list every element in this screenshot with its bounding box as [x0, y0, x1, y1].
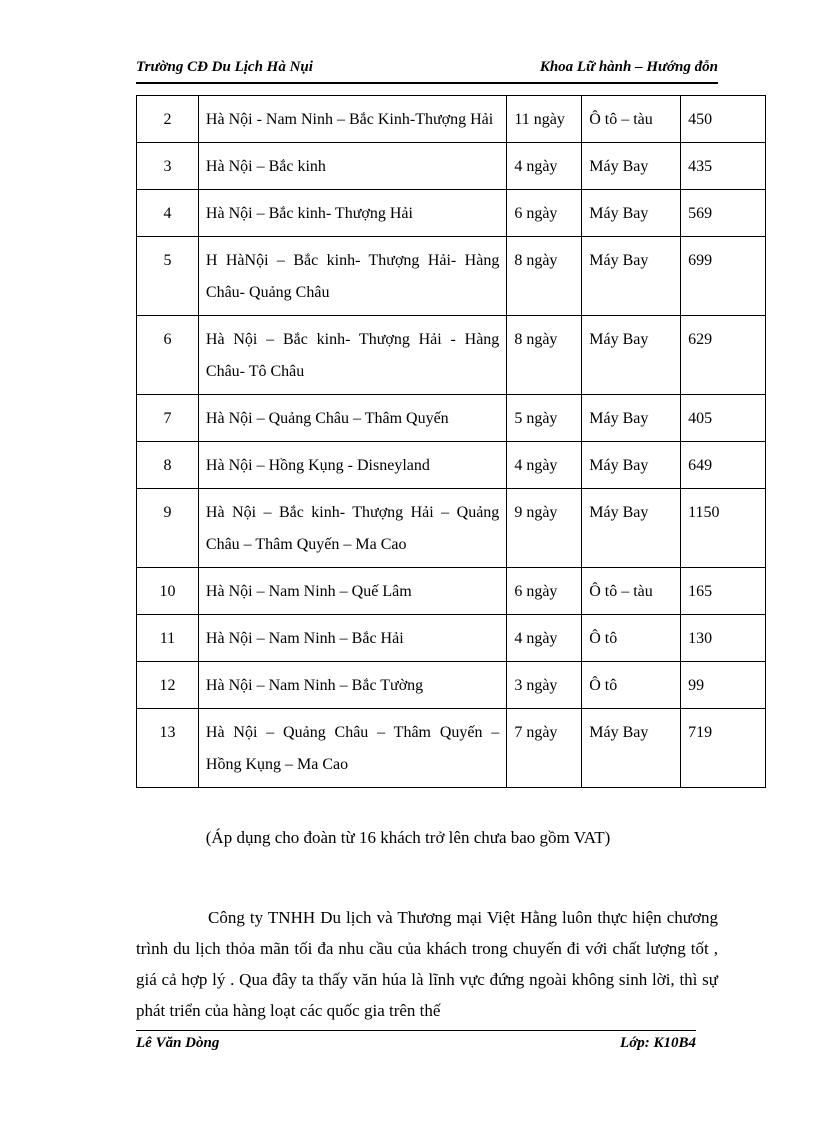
- duration-cell: 8 ngày: [507, 237, 582, 316]
- price-cell: 130: [681, 615, 766, 662]
- route-cell: Hà Nội – Bắc kinh: [198, 143, 506, 190]
- price-cell: 699: [681, 237, 766, 316]
- table-row: [137, 96, 766, 143]
- table-row: [137, 709, 766, 788]
- transport-cell: Máy Bay: [582, 237, 681, 316]
- route-cell: Hà Nội – Quảng Châu – Thâm Quyến – Hồng Kụng – Ma Cao: [198, 709, 506, 788]
- table-row: [137, 143, 766, 190]
- transport-cell: Ô tô: [582, 662, 681, 709]
- body-paragraph: [136, 902, 718, 1026]
- table-row: [137, 568, 766, 615]
- price-cell: 569: [681, 190, 766, 237]
- table-row: [137, 316, 766, 395]
- table-row: [137, 190, 766, 237]
- footer-author: Lê Văn Dòng: [136, 1035, 220, 1051]
- header-school: Trường CĐ Du Lịch Hà Nụi: [136, 59, 313, 75]
- price-cell: 1150: [681, 489, 766, 568]
- table-row: [137, 442, 766, 489]
- route-cell: Hà Nội – Nam Ninh – Bắc Hải: [198, 615, 506, 662]
- route-cell: Hà Nội – Nam Ninh – Quế Lâm: [198, 568, 506, 615]
- duration-cell: 4 ngày: [507, 442, 582, 489]
- header-faculty: Khoa Lữ hành – Hướng đỗn: [539, 59, 718, 75]
- row-number: 6: [137, 316, 199, 395]
- route-cell: Hà Nội – Bắc kinh- Thượng Hải: [198, 190, 506, 237]
- price-cell: 649: [681, 442, 766, 489]
- page-footer: [136, 1030, 696, 1053]
- footer-class: Lớp: K10B4: [620, 1035, 696, 1051]
- paragraph-text: Công ty TNHH Du lịch và Thương mại Việt Hằng luôn thực hiện chương trình du lịch thỏa mãn tối đa nhu cầu của khách trong chuyến đi với chất lượng tốt , giá cả hợp lý . Qua đây ta thấy văn húa là lĩnh vực đứng ngoài không sinh lời, thì sự phát triển của hàng loạt các quốc gia trên thế: [136, 908, 718, 1020]
- price-cell: 99: [681, 662, 766, 709]
- route-cell: Hà Nội - Nam Ninh – Bắc Kinh-Thượng Hải: [198, 96, 506, 143]
- row-number: 9: [137, 489, 199, 568]
- price-cell: 405: [681, 395, 766, 442]
- duration-cell: 11 ngày: [507, 96, 582, 143]
- price-cell: 450: [681, 96, 766, 143]
- duration-cell: 7 ngày: [507, 709, 582, 788]
- transport-cell: Ô tô – tàu: [582, 96, 681, 143]
- row-number: 10: [137, 568, 199, 615]
- price-cell: 719: [681, 709, 766, 788]
- table-row: [137, 489, 766, 568]
- row-number: 8: [137, 442, 199, 489]
- transport-cell: Ô tô – tàu: [582, 568, 681, 615]
- duration-cell: 3 ngày: [507, 662, 582, 709]
- route-cell: Hà Nội – Bắc kinh- Thượng Hải – Quảng Châu – Thâm Quyến – Ma Cao: [198, 489, 506, 568]
- route-cell: H HàNội – Bắc kinh- Thượng Hải- Hàng Châu- Quảng Châu: [198, 237, 506, 316]
- row-number: 7: [137, 395, 199, 442]
- transport-cell: Máy Bay: [582, 143, 681, 190]
- transport-cell: Ô tô: [582, 615, 681, 662]
- duration-cell: 4 ngày: [507, 143, 582, 190]
- row-number: 11: [137, 615, 199, 662]
- table-row: [137, 662, 766, 709]
- table-row: [137, 615, 766, 662]
- route-cell: Hà Nội – Hồng Kụng - Disneyland: [198, 442, 506, 489]
- price-cell: 165: [681, 568, 766, 615]
- tour-table: [136, 95, 766, 788]
- route-cell: Hà Nội – Bắc kinh- Thượng Hải - Hàng Châu- Tô Châu: [198, 316, 506, 395]
- price-cell: 435: [681, 143, 766, 190]
- duration-cell: 8 ngày: [507, 316, 582, 395]
- row-number: 3: [137, 143, 199, 190]
- duration-cell: 6 ngày: [507, 568, 582, 615]
- route-cell: Hà Nội – Quảng Châu – Thâm Quyến: [198, 395, 506, 442]
- transport-cell: Máy Bay: [582, 709, 681, 788]
- page-header: [136, 58, 718, 84]
- transport-cell: Máy Bay: [582, 395, 681, 442]
- row-number: 4: [137, 190, 199, 237]
- duration-cell: 6 ngày: [507, 190, 582, 237]
- duration-cell: 9 ngày: [507, 489, 582, 568]
- price-note: (Áp dụng cho đoàn từ 16 khách trở lên chưa bao gồm VAT): [205, 828, 611, 847]
- duration-cell: 5 ngày: [507, 395, 582, 442]
- row-number: 13: [137, 709, 199, 788]
- row-number: 12: [137, 662, 199, 709]
- transport-cell: Máy Bay: [582, 489, 681, 568]
- transport-cell: Máy Bay: [582, 442, 681, 489]
- price-cell: 629: [681, 316, 766, 395]
- duration-cell: 4 ngày: [507, 615, 582, 662]
- table-row: [137, 237, 766, 316]
- row-number: 2: [137, 96, 199, 143]
- transport-cell: Máy Bay: [582, 316, 681, 395]
- transport-cell: Máy Bay: [582, 190, 681, 237]
- row-number: 5: [137, 237, 199, 316]
- table-row: [137, 395, 766, 442]
- route-cell: Hà Nội – Nam Ninh – Bắc Tường: [198, 662, 506, 709]
